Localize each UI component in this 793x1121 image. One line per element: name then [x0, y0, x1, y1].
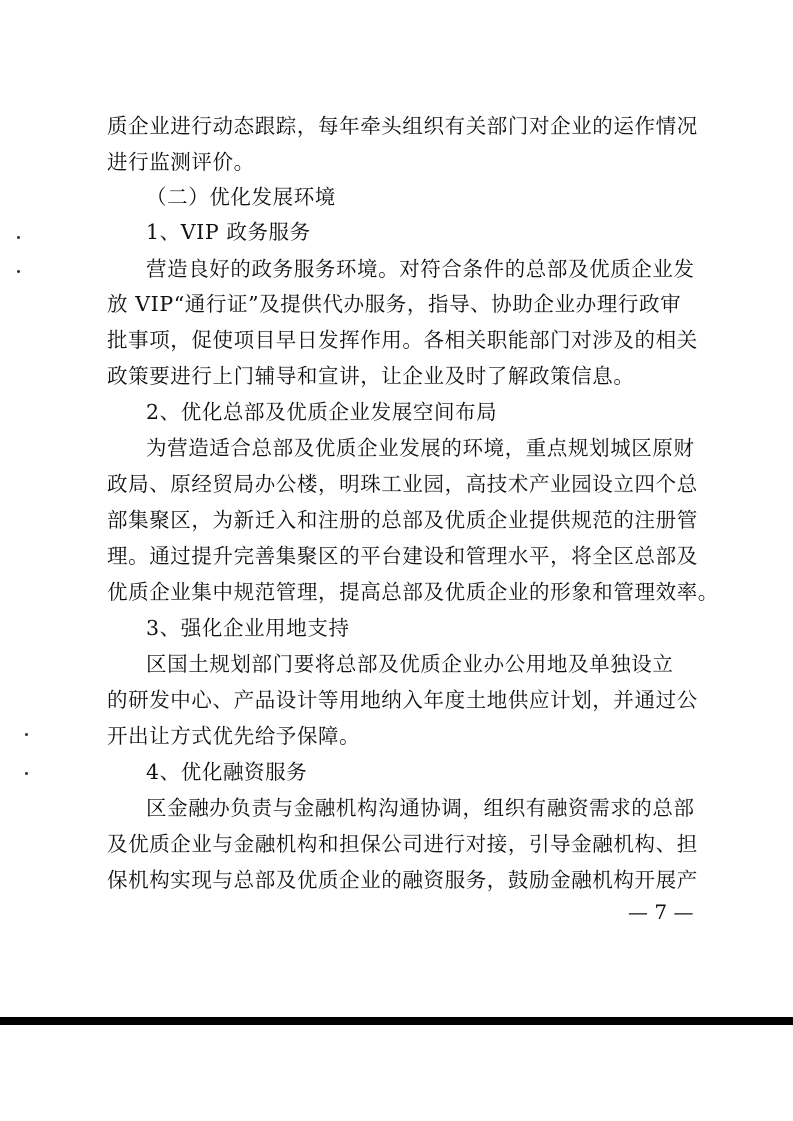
paragraph-line: 开出让方式优先给予保障。: [107, 724, 361, 748]
paragraph-line: 保机构实现与总部及优质企业的融资服务，鼓励金融机构开展产: [107, 868, 698, 892]
paragraph-line: 政局、原经贸局办公楼，明珠工业园，高技术产业园设立四个总: [107, 472, 698, 496]
scan-speck: [17, 270, 20, 273]
paragraph-line: 部集聚区，为新迁入和注册的总部及优质企业提供规范的注册管: [107, 508, 698, 532]
paragraph-line: 政策要进行上门辅导和宣讲，让企业及时了解政策信息。: [107, 364, 635, 388]
paragraph-line: 质企业进行动态跟踪，每年牵头组织有关部门对企业的运作情况: [107, 114, 698, 138]
subsection-heading: 4、优化融资服务: [146, 760, 308, 784]
subsection-heading: 3、强化企业用地支持: [146, 616, 350, 640]
subsection-heading: 2、优化总部及优质企业发展空间布局: [146, 400, 498, 424]
paragraph-line: 理。通过提升完善集聚区的平台建设和管理水平，将全区总部及: [107, 544, 698, 568]
paragraph-line: 进行监测评价。: [107, 150, 255, 174]
paragraph-line: 优质企业集中规范管理，提高总部及优质企业的形象和管理效率。: [107, 580, 719, 604]
scan-speck: [25, 733, 28, 736]
subsection-heading: 1、VIP 政务服务: [146, 220, 311, 244]
section-heading: （二）优化发展环境: [146, 185, 336, 209]
bottom-rule: [0, 1017, 793, 1025]
paragraph-line: 及优质企业与金融机构和担保公司进行对接，引导金融机构、担: [107, 832, 698, 856]
paragraph-line: 区国土规划部门要将总部及优质企业办公用地及单独设立: [146, 652, 674, 676]
scan-speck: [25, 772, 28, 775]
paragraph-line: 批事项，促使项目早日发挥作用。各相关职能部门对涉及的相关: [107, 328, 698, 352]
paragraph-line: 为营造适合总部及优质企业发展的环境，重点规划城区原财: [146, 436, 695, 460]
paragraph-line: 营造良好的政务服务环境。对符合条件的总部及优质企业发: [146, 257, 695, 281]
paragraph-line: 放 VIP“通行证”及提供代办服务，指导、协助企业办理行政审: [107, 292, 682, 316]
paragraph-line: 的研发中心、产品设计等用地纳入年度土地供应计划，并通过公: [107, 688, 698, 712]
scan-speck: [17, 236, 20, 239]
page-number: — 7 —: [628, 900, 694, 924]
paragraph-line: 区金融办负责与金融机构沟通协调，组织有融资需求的总部: [146, 796, 695, 820]
